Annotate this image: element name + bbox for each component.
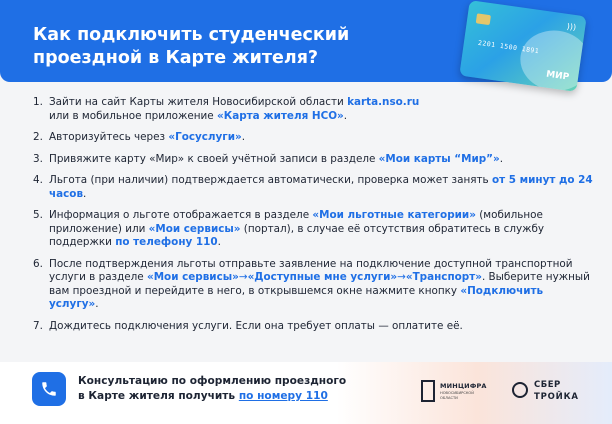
list-item: 6. После подтверждения льготы отправьте заявление на подключение доступной транспортной услуги в разделе «Мои сервисы»→«Доступные мне услуги»→«Транспорт». Выберите нужный вам проездной и перейдите в него, в открывшемся окне нажмите кнопку «Подключить услугу». xyxy=(33,257,590,310)
arrow-right-icon: → xyxy=(238,271,248,283)
sber-troika-logo: СБЕР ТРОЙКА xyxy=(512,378,592,406)
mincifra-mark-icon xyxy=(421,380,435,402)
phone-icon xyxy=(32,372,66,406)
support-phone-link[interactable]: по телефону 110 xyxy=(115,236,218,248)
consultation-note: Консультацию по оформлению проездного в Карте жителя получить по номеру 110 xyxy=(78,375,347,402)
sber-check-icon xyxy=(512,382,528,398)
mir-card-image xyxy=(459,0,586,92)
connect-service-button-label: «Подключить услугу» xyxy=(49,284,544,310)
card-wave-decor xyxy=(516,26,586,92)
site-link[interactable]: karta.nso.ru xyxy=(347,96,420,108)
list-item: 7. Дождитесь подключения услуги. Если она требует оплаты — оплатите её. xyxy=(33,319,463,332)
card-number: 2201 1500 1891 xyxy=(477,38,540,56)
app-name: «Карта жителя НСО» xyxy=(216,109,344,122)
list-item: 1. Зайти на сайт Карты жителя Новосибирской области karta.nso.ru или в мобильное приложение «Карта жителя НСО». xyxy=(33,96,420,122)
list-item: 2. Авторизуйтесь через «Госуслуги». xyxy=(33,131,246,143)
steps-list xyxy=(33,96,593,341)
contactless-icon: ))) xyxy=(566,21,577,33)
arrow-right-icon: → xyxy=(397,271,406,283)
mincifra-logo: МИНЦИФРА НОВОСИБИРСКОЙ ОБЛАСТИ xyxy=(421,380,509,404)
list-item: 5. Информация о льготе отображается в разделе «Мои льготные категории» (мобильное приложение) или «Мои сервисы» (портал), в случае её отсутствия обратитесь в службу поддержки по телефону 110. xyxy=(33,209,545,248)
title-line-2: проездной в Карте жителя? xyxy=(33,48,319,68)
list-item: 4. Льгота (при наличии) подтверждается автоматически, проверка может занять от 5 минут до 24 часов. xyxy=(33,174,593,200)
list-item: 3. Привяжите карту «Мир» к своей учётной записи в разделе «Мои карты “Мир”». xyxy=(33,152,504,165)
card-chip-icon xyxy=(476,13,491,25)
page-title xyxy=(33,24,393,70)
hotline-link[interactable]: по номеру 110 xyxy=(238,390,328,402)
title-line-1: Как подключить студенческий xyxy=(33,25,350,45)
card-brand-logo: МИР xyxy=(545,69,570,83)
